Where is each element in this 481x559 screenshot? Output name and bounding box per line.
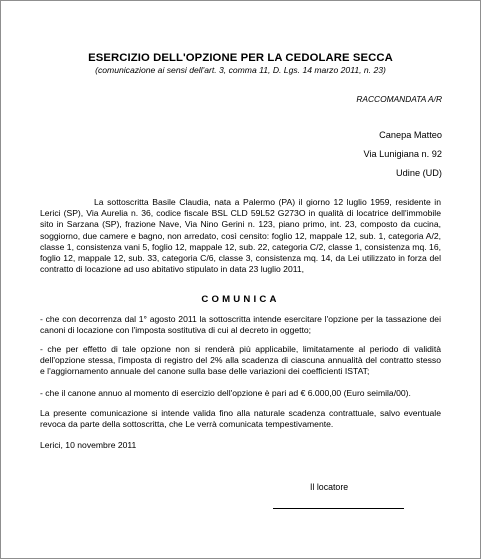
document-subtitle: (comunicazione ai sensi dell'art. 3, comma 11, D. Lgs. 14 marzo 2011, n. 23) (95, 65, 386, 75)
intro-paragraph (40, 197, 441, 275)
point-3: - che il canone annuo al momento di esercizio dell'opzione è pari ad € 6.000,00 (Euro seimila/00). (40, 388, 411, 398)
signature-line (273, 508, 404, 509)
document-title: ESERCIZIO DELL'OPZIONE PER LA CEDOLARE SECCA (88, 52, 393, 64)
intro-text: La sottoscritta Basile Claudia, nata a Palermo (PA) il giorno 12 luglio 1959, residente in Lerici (SP), Via Aurelia n. 36, codice fiscale BSL CLD 59L52 G273O in qualità di locatrice dell'immobile sito in Sarzana (SP), frazione Nave, Via Nino Gerini n. 123, piano primo, int. 23, composto da cucina, soggiorno, due camere e bagno, non arredato, così censito: foglio 12, mappale 12, sub. 1, categoria A/2, classe 1, consistenza vani 5, foglio 12, mappale 12, sub. 22, categoria C/2, classe 1, consistenza mq. 16, foglio 12, mappale 12, sub. 33, categoria C/6, classe 3, consistenza mq. 14, da Lei utilizzato in forza del contratto di locazione ad uso abitativo stipulato in data 23 luglio 2011, (40, 197, 441, 275)
point-2: - che per effetto di tale opzione non si renderà più applicabile, limitatamente al periodo di validità dell'opzione stessa, l'imposta di registro del 2% alla scadenza di ciascuna annualità del contratto stesso e l'aggiornamento annuale del canone sulla base delle variazioni dei coefficienti ISTAT; (40, 344, 441, 377)
recipient-name: Canepa Matteo (379, 130, 442, 140)
registered-mail-note: RACCOMANDATA A/R (356, 94, 442, 104)
point-1: - che con decorrenza dal 1° agosto 2011 la sottoscritta intende esercitare l'opzione per la tassazione dei canoni di locazione con l'imposta sostitutiva di cui al decreto in oggetto; (40, 314, 441, 336)
signer-label: Il locatore (310, 482, 349, 492)
recipient-street: Via Lunigiana n. 92 (363, 149, 442, 159)
place-date: Lerici, 10 novembre 2011 (40, 440, 137, 450)
closing-paragraph: La presente comunicazione si intende valida fino alla naturale scadenza contrattuale, salvo eventuale revoca da parte della sottoscritta, che Le verrà comunicata tempestivamente. (40, 408, 441, 430)
recipient-city: Udine (UD) (396, 168, 442, 178)
comunica-heading: COMUNICA (201, 294, 280, 305)
